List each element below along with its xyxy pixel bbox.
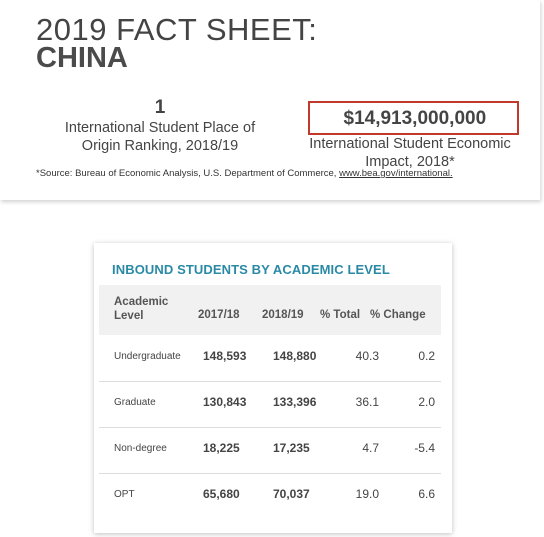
source-text: *Source: Bureau of Economic Analysis, U.S. Department of Commerce, <box>36 168 340 179</box>
header-2017: 2017/18 <box>198 309 240 321</box>
row-2017: 130,843 <box>203 395 247 409</box>
ranking-stat <box>40 97 280 155</box>
table-row <box>99 428 441 474</box>
source-note <box>36 168 453 179</box>
header-pct-total: % Total <box>320 309 361 321</box>
source-link[interactable]: www.bea.gov/international. <box>339 168 453 179</box>
ranking-label-line2: Origin Ranking, 2018/19 <box>81 138 239 154</box>
impact-label-line2: Impact, 2018* <box>365 154 455 170</box>
page-title: 2019 FACT SHEET: <box>36 12 318 47</box>
header-pct-change: % Change <box>370 309 426 321</box>
row-2018: 17,235 <box>273 441 310 455</box>
academic-level-table-card <box>94 243 452 533</box>
impact-label-line1: International Student Economic <box>309 136 511 152</box>
table-row <box>99 382 441 428</box>
row-2017: 18,225 <box>203 441 240 455</box>
row-level: Undergraduate <box>114 351 181 362</box>
economic-impact-value: $14,913,000,000 <box>308 101 519 135</box>
ranking-label-line1: International Student Place of <box>64 120 256 136</box>
header-level-line2: Level <box>114 310 144 322</box>
table-row <box>99 474 441 519</box>
row-2018: 133,396 <box>273 395 317 409</box>
header-level-line1: Academic <box>114 296 169 308</box>
row-pct-change: -5.4 <box>414 441 435 455</box>
table-header-row <box>99 285 441 335</box>
row-2018: 148,880 <box>273 349 317 363</box>
row-pct-change: 6.6 <box>418 487 435 501</box>
row-2017: 65,680 <box>203 487 240 501</box>
table-row <box>99 336 441 382</box>
table-title: INBOUND STUDENTS BY ACADEMIC LEVEL <box>112 262 390 277</box>
country-title: CHINA <box>36 42 128 74</box>
row-pct-change: 0.2 <box>418 349 435 363</box>
row-2018: 70,037 <box>273 487 310 501</box>
fact-sheet-header-card <box>0 0 540 200</box>
ranking-value: 1 <box>154 97 166 118</box>
header-2018: 2018/19 <box>262 309 304 321</box>
row-pct-total: 36.1 <box>355 395 379 409</box>
row-pct-total: 4.7 <box>362 441 379 455</box>
row-level: Non-degree <box>114 443 167 454</box>
row-pct-change: 2.0 <box>418 395 435 409</box>
row-2017: 148,593 <box>203 349 247 363</box>
row-level: Graduate <box>114 397 156 408</box>
row-pct-total: 19.0 <box>355 487 379 501</box>
economic-impact-stat <box>300 97 520 171</box>
row-level: OPT <box>114 489 135 500</box>
row-pct-total: 40.3 <box>355 349 379 363</box>
